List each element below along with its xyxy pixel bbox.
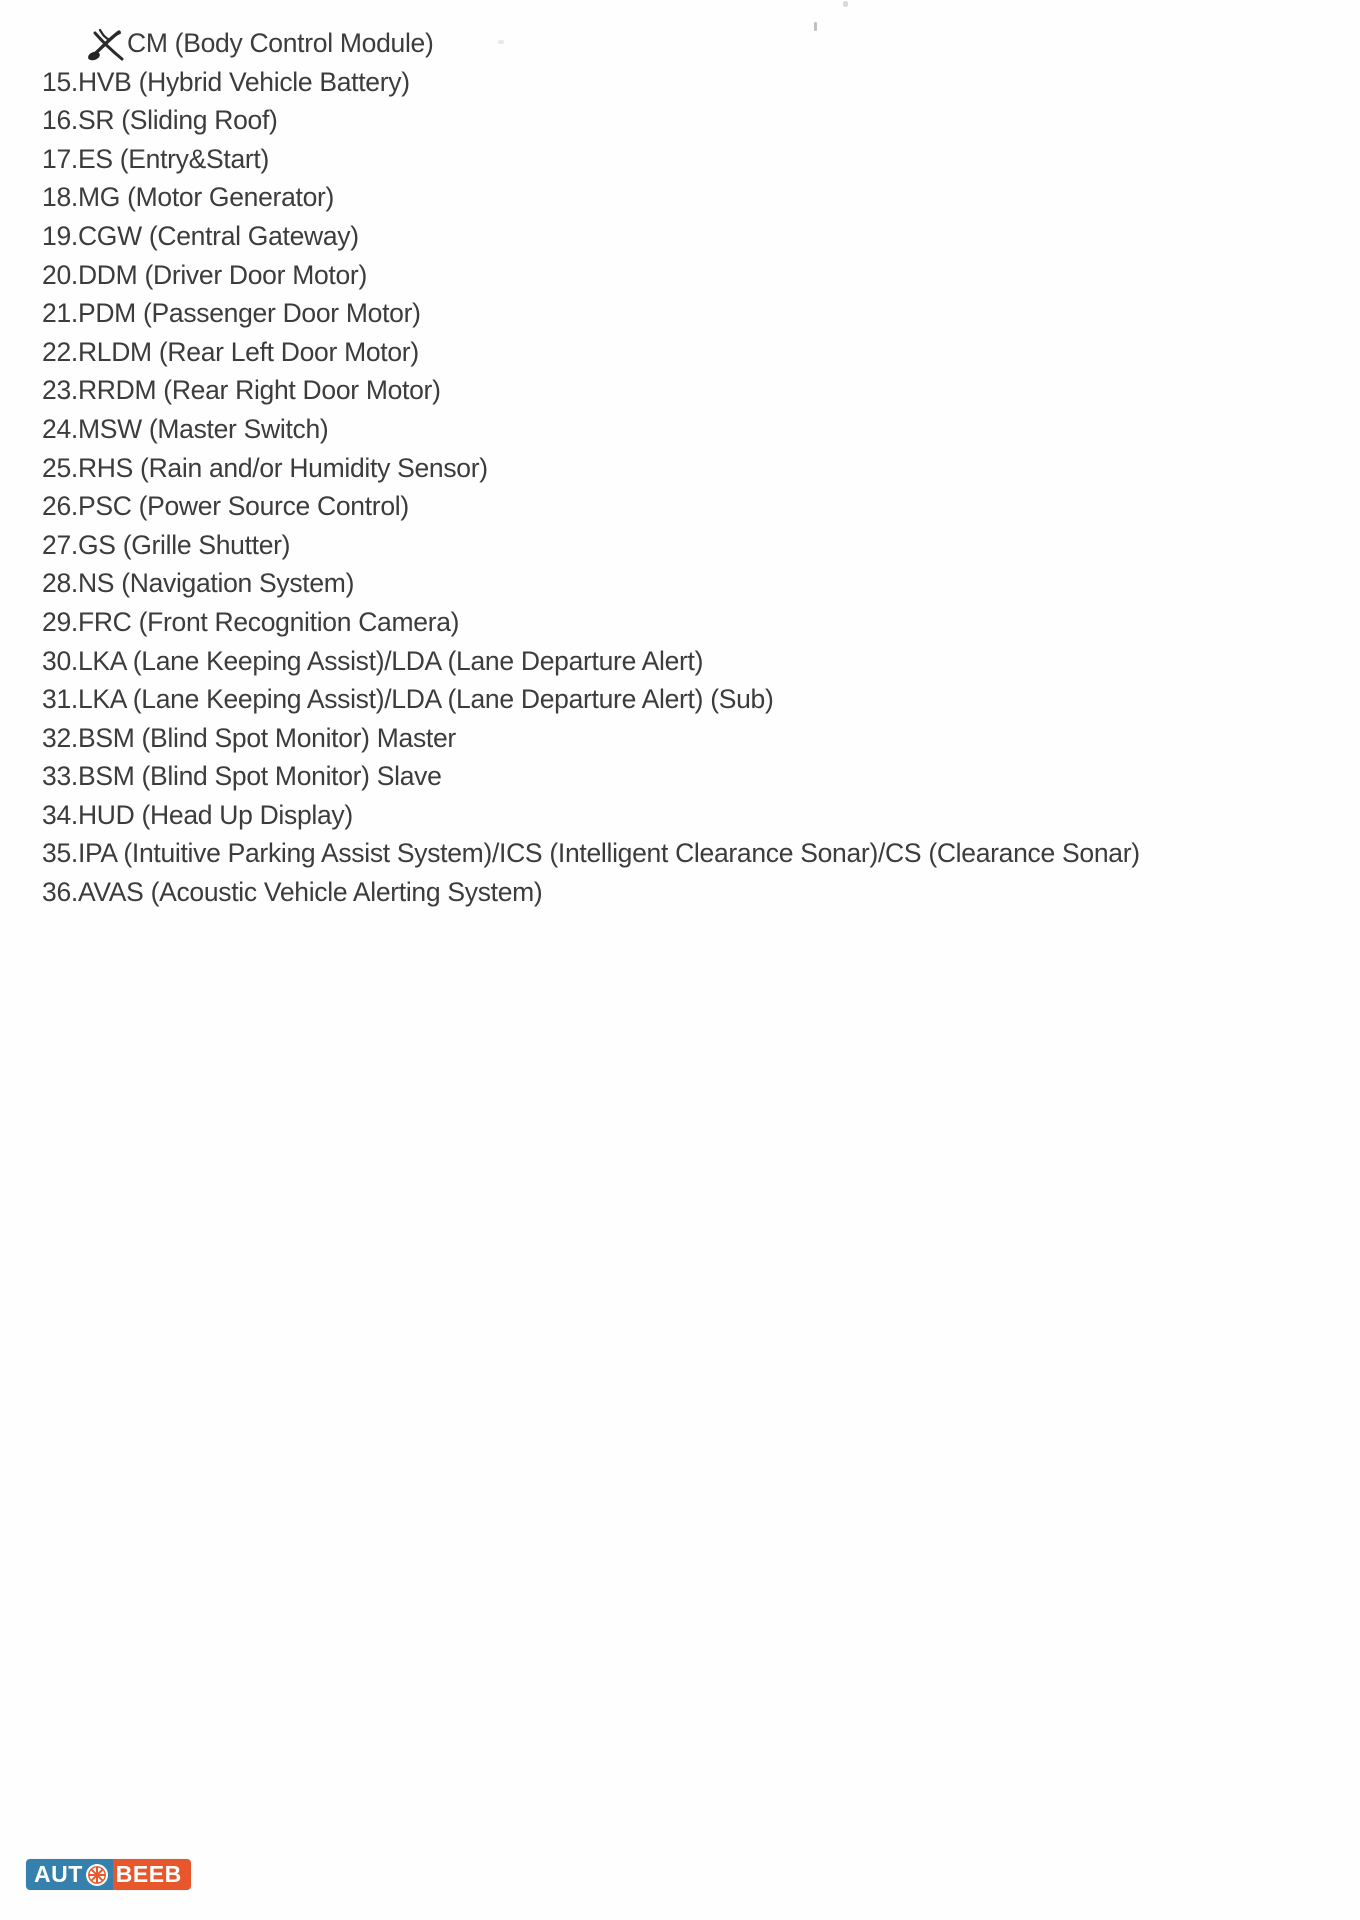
list-item: 25.RHS (Rain and/or Humidity Sensor): [42, 452, 488, 483]
list-item: 35.IPA (Intuitive Parking Assist System)/ICS (Intelligent Clearance Sonar)/CS (Clearance Sonar): [42, 838, 1140, 869]
list-item: 22.RLDM (Rear Left Door Motor): [42, 336, 419, 367]
list-item-text: CM (Body Control Module): [127, 28, 434, 58]
list-item: 24.MSW (Master Switch): [42, 413, 329, 444]
scan-speck: [843, 1, 848, 7]
logo-text-right: BEEB: [113, 1859, 191, 1890]
list-item: 23.RRDM (Rear Right Door Motor): [42, 375, 441, 406]
list-item: 28.NS (Navigation System): [42, 568, 355, 599]
logo-left-segment: [26, 1859, 113, 1890]
list-item: 20.DDM (Driver Door Motor): [42, 259, 367, 290]
ink-scribble-artifact: [86, 28, 128, 62]
list-item: 33.BSM (Blind Spot Monitor) Slave: [42, 761, 442, 792]
autobeeb-logo: [26, 1859, 191, 1890]
module-list: [42, 24, 1140, 912]
logo-text-left: AUT: [34, 1861, 83, 1887]
list-item: 18.MG (Motor Generator): [42, 182, 335, 213]
list-item: 19.CGW (Central Gateway): [42, 220, 359, 251]
scan-speck: [814, 22, 817, 31]
list-item: 27.GS (Grille Shutter): [42, 529, 291, 560]
list-item: 15.HVB (Hybrid Vehicle Battery): [42, 66, 410, 97]
list-item: 34.HUD (Head Up Display): [42, 799, 353, 830]
list-item: 17.ES (Entry&Start): [42, 143, 269, 174]
list-item: 32.BSM (Blind Spot Monitor) Master: [42, 722, 456, 753]
list-item: 26.PSC (Power Source Control): [42, 491, 409, 522]
list-item: 31.LKA (Lane Keeping Assist)/LDA (Lane Departure Alert) (Sub): [42, 684, 774, 715]
list-item: 29.FRC (Front Recognition Camera): [42, 606, 460, 637]
list-item: 16.SR (Sliding Roof): [42, 105, 278, 136]
list-item: 30.LKA (Lane Keeping Assist)/LDA (Lane Departure Alert): [42, 645, 704, 676]
list-item: 36.AVAS (Acoustic Vehicle Alerting System): [42, 877, 543, 908]
wheel-icon: [85, 1863, 109, 1887]
list-item-bcm: [42, 24, 1140, 63]
scan-speck: [498, 40, 504, 44]
list-item: 21.PDM (Passenger Door Motor): [42, 298, 421, 329]
